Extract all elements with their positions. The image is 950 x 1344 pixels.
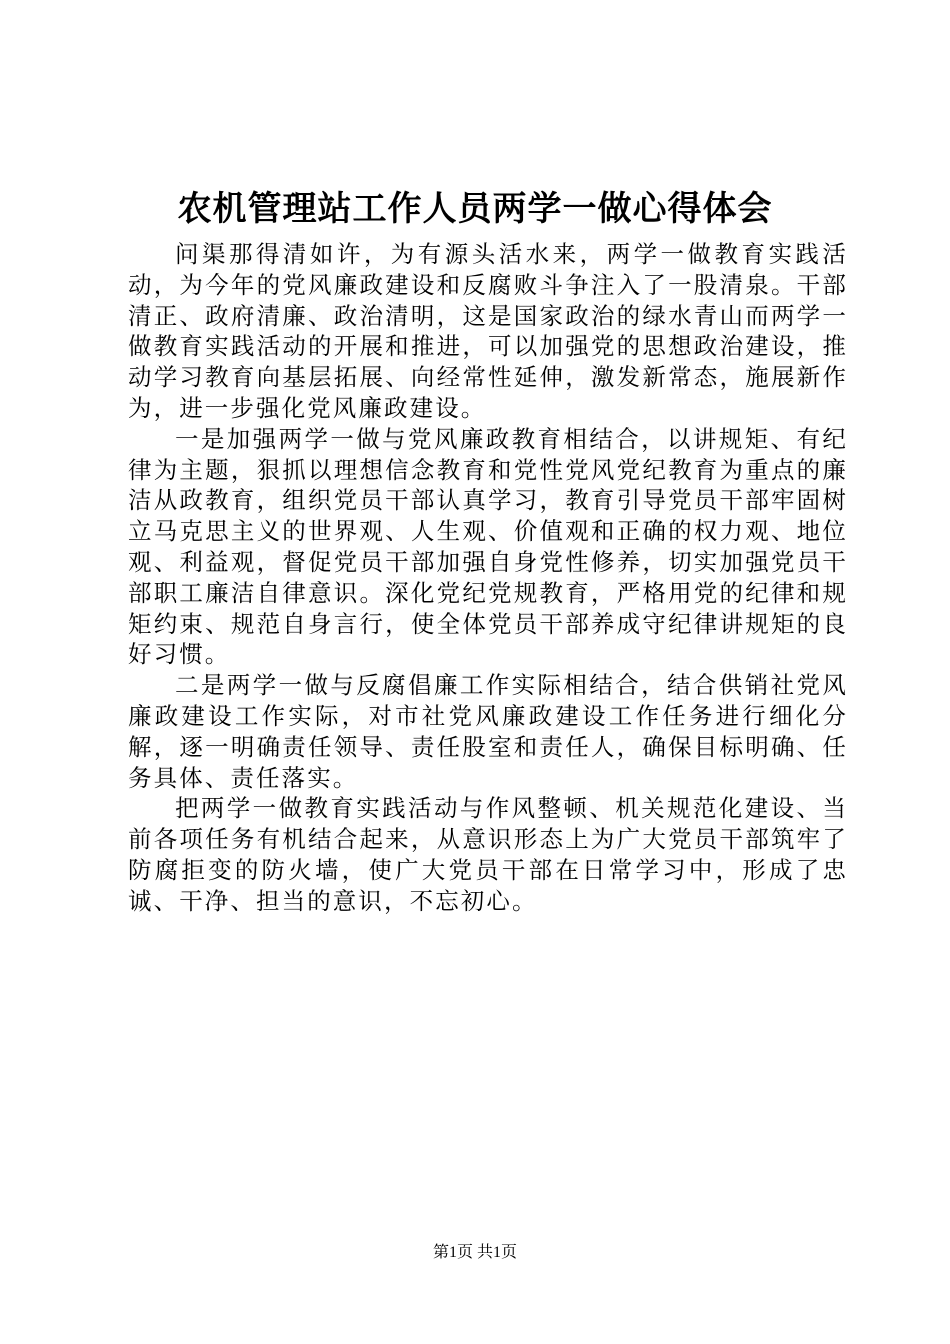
paragraph: 问渠那得清如许，为有源头活水来，两学一做教育实践活动，为今年的党风廉政建设和反腐败斗争注入了一股清泉。干部清正、政府清廉、政治清明，这是国家政治的绿水青山而两学一做教育实践活动的开展和推进，可以加强党的思想政治建设，推动学习教育向基层拓展、向经常性延伸，激发新常态，施展新作为，进一步强化党风廉政建设。	[128, 240, 848, 422]
page-number: 第1页 共1页	[432, 1244, 517, 1261]
paragraph: 把两学一做教育实践活动与作风整顿、机关规范化建设、当前各项任务有机结合起来，从意识形态上为广大党员干部筑牢了防腐拒变的防火墙，使广大党员干部在日常学习中，形成了忠诚、干净、担当的意识，不忘初心。	[128, 794, 848, 915]
paragraph: 二是两学一做与反腐倡廉工作实际相结合，结合供销社党风廉政建设工作实际，对市社党风廉政建设工作任务进行细化分解，逐一明确责任领导、责任股室和责任人，确保目标明确、任务具体、责任落实。	[128, 671, 848, 792]
paragraph: 一是加强两学一做与党风廉政教育相结合，以讲规矩、有纪律为主题，狠抓以理想信念教育和党性党风党纪教育为重点的廉洁从政教育，组织党员干部认真学习，教育引导党员干部牢固树立马克思主义的世界观、人生观、价值观和正确的权力观、地位观、利益观，督促党员干部加强自身党性修养，切实加强党员干部职工廉洁自律意识。深化党纪党规教育，严格用党的纪律和规矩约束、规范自身言行，使全体党员干部养成守纪律讲规矩的良好习惯。	[128, 424, 848, 669]
page-title: 农机管理站工作人员两学一做心得体会	[177, 189, 773, 229]
document-body	[128, 239, 848, 917]
